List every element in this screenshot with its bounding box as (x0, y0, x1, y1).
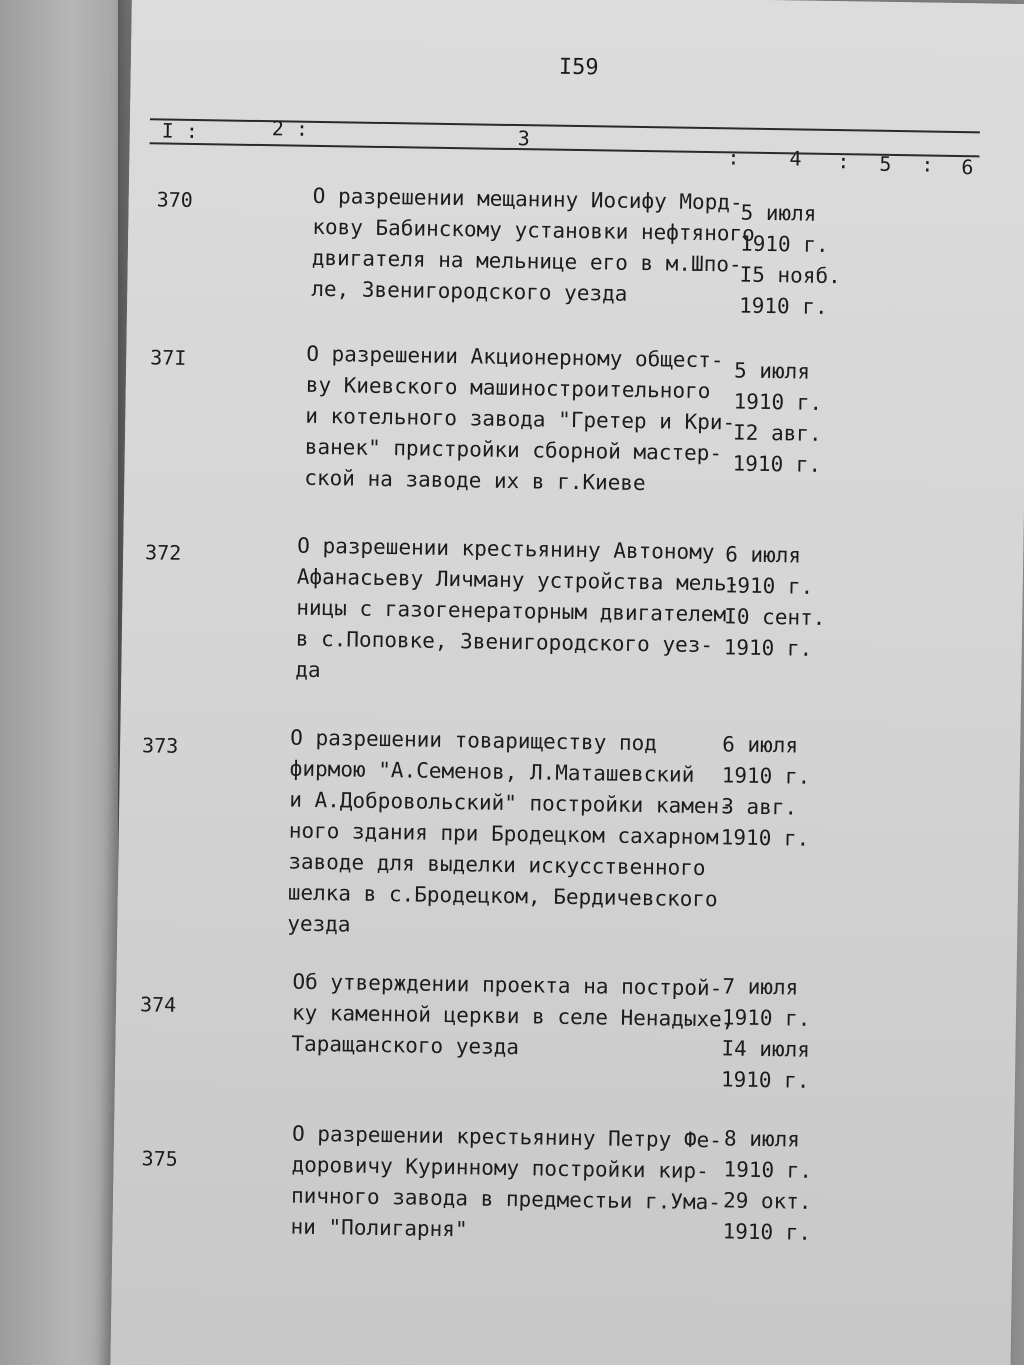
column-header-5: 5 (879, 151, 892, 176)
entry-dates (722, 1123, 812, 1248)
entry-date-line: 1910 г. (723, 635, 813, 661)
entry-title-line: пичного завода в предместьи г.Ума- (290, 1183, 722, 1215)
entry-date-line: 1910 г. (739, 231, 829, 257)
entry-title-line: Афанасьеву Личману устройства мель- (296, 564, 740, 596)
entry-date-line: 3 авг. (721, 794, 798, 820)
entry-date-line: 1910 г. (722, 1219, 812, 1245)
entry-date-line: I5 нояб. (739, 262, 841, 289)
entry-title-line: О разрешении крестьянину Автоному (297, 533, 715, 565)
entry-title-line: ку каменной церкви в селе Ненадыхе, (291, 1000, 735, 1032)
column-header-1: I : (161, 118, 199, 144)
column-header-separator-3: : (921, 152, 934, 177)
entry-date-line: 1910 г. (732, 451, 822, 477)
entry-title (291, 967, 735, 1067)
entry-title-line: и котельного завода "Гретер и Кри- (305, 403, 736, 435)
entry-title-line: фирмою "А.Семенов, Л.Маташевский (289, 756, 695, 787)
entry-number: 372 (144, 540, 182, 565)
entry-title-line: ской на заводе их в г.Киеве (304, 465, 646, 496)
column-header-2: 2 : (271, 116, 309, 141)
entry-date-line: 6 июля (722, 732, 799, 758)
column-header-separator-2: : (837, 149, 850, 174)
entry-date-line: 1910 г. (721, 763, 811, 789)
entry-title-line: в с.Поповке, Звенигородского уез- (295, 626, 714, 658)
entry-title (295, 531, 740, 693)
entry-title-line: да (295, 657, 321, 683)
entry-number: 374 (139, 992, 177, 1017)
header-rule-bottom (150, 142, 980, 157)
entry-date-line: 29 окт. (722, 1188, 812, 1214)
entry-date-line: I4 июля (721, 1036, 811, 1062)
entry-title-line: О разрешении мещанину Иосифу Морд- (312, 183, 743, 215)
entry-number: 370 (156, 187, 194, 212)
entry-date-line: 6 июля (725, 542, 802, 568)
entry-title-line: шелка в с.Бродецком, Бердичевского (287, 880, 718, 912)
entry-date-line: 5 июля (733, 358, 811, 384)
entry-title-line: О разрешении Акционерному общест- (306, 341, 724, 373)
entry-dates (721, 729, 811, 854)
entry-title-line: О разрешении товариществу под (290, 725, 658, 756)
entry-title-line: уезда (287, 911, 351, 937)
entry-title-line: кову Бабинскому установки нефтяного (312, 214, 755, 246)
entry-number: 373 (141, 733, 179, 758)
entry-title (290, 1119, 722, 1250)
entry-date-line: I2 авг. (732, 420, 822, 446)
entry-title-line: доровичу Куринному постройки кир- (291, 1152, 709, 1184)
entry-title-line: двигателя на мельнице его в м.Шпо- (311, 245, 742, 277)
column-header-4: 4 (789, 146, 802, 171)
entry-date-line: I0 сент. (724, 604, 826, 630)
entry-number: 37I (150, 345, 187, 370)
column-header-separator-1: : (727, 145, 740, 170)
entry-number: 375 (141, 1146, 178, 1171)
entry-date-line: 7 июля (722, 974, 799, 1000)
entry-date-line: 1910 г. (721, 1005, 811, 1031)
entry-title (311, 181, 755, 312)
column-header-6: 6 (961, 155, 974, 180)
entry-title-line: ле, Звенигородского уезда (311, 276, 628, 306)
entry-title-line: О разрешении крестьянину Петру Фе- (291, 1121, 723, 1153)
entry-title-line: ного здания при Бродецком сахарном (288, 818, 719, 850)
entry-date-line: 1910 г. (723, 1157, 813, 1183)
entry-title-line: ни "Полигарня" (290, 1214, 468, 1242)
entry-title-line: ванек" пристройки сборной мастер- (304, 434, 723, 466)
page-number: I59 (558, 54, 599, 81)
entry-date-line: 1910 г. (720, 1067, 810, 1093)
document-page (110, 0, 1024, 1365)
entry-title-line: Об утверждении проекта на построй- (292, 969, 723, 1001)
entry-date-line: 1910 г. (724, 573, 814, 599)
entry-title (287, 723, 733, 947)
entry-date-line: 1910 г. (733, 389, 823, 415)
entry-dates (739, 198, 842, 324)
entry-title-line: и А.Добровольский" постройки камен- (289, 787, 732, 819)
entry-title (304, 339, 736, 501)
entry-date-line: 8 июля (723, 1126, 801, 1152)
entry-date-line: 5 июля (740, 200, 817, 226)
column-header-3: 3 (517, 126, 530, 151)
entry-dates (721, 971, 811, 1096)
entry-title-line: ницы с газогенераторным двигателем (296, 595, 727, 627)
entry-title-line: ву Киевского машиностроительного (305, 372, 711, 404)
entry-title-line: заводе для выделки искусственного (288, 849, 706, 881)
entry-title-line: Таращанского уезда (291, 1031, 520, 1060)
entry-date-line: 1910 г. (738, 293, 828, 319)
entry-dates (723, 539, 826, 665)
entry-dates (732, 356, 822, 481)
entry-date-line: 1910 г. (720, 825, 810, 851)
